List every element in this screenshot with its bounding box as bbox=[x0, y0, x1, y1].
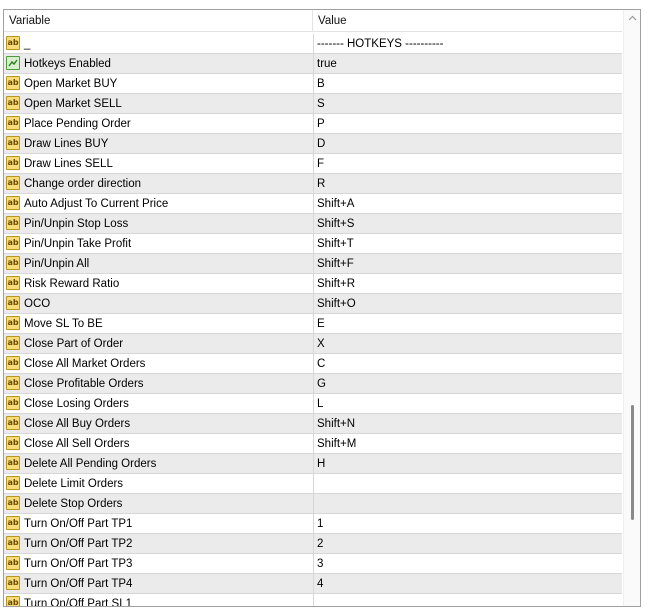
parameter-name: Risk Reward Ratio bbox=[24, 278, 120, 290]
string-param-icon: ab bbox=[6, 576, 20, 590]
parameter-value[interactable]: Shift+R bbox=[313, 274, 617, 293]
grid-header bbox=[4, 10, 622, 32]
parameter-value[interactable] bbox=[313, 594, 617, 607]
string-param-icon: ab bbox=[6, 556, 20, 570]
string-param-icon: ab bbox=[6, 76, 20, 90]
parameter-row[interactable] bbox=[4, 554, 622, 574]
vertical-scrollbar[interactable] bbox=[623, 10, 641, 606]
parameter-name: Turn On/Off Part SL1 bbox=[24, 598, 133, 607]
parameter-name: Auto Adjust To Current Price bbox=[24, 198, 169, 210]
parameter-name: Close Profitable Orders bbox=[24, 378, 144, 390]
scrollbar-thumb[interactable] bbox=[631, 405, 634, 520]
parameter-row[interactable] bbox=[4, 414, 622, 434]
parameter-name: Pin/Unpin Take Profit bbox=[24, 238, 132, 250]
parameter-value[interactable]: C bbox=[313, 354, 617, 373]
parameter-value[interactable]: 2 bbox=[313, 534, 617, 553]
parameter-name: Close All Market Orders bbox=[24, 358, 146, 370]
string-param-icon: ab bbox=[6, 36, 20, 50]
parameter-value[interactable]: ------- HOTKEYS ---------- bbox=[313, 34, 617, 53]
parameter-row[interactable] bbox=[4, 54, 622, 74]
parameter-name: Delete Stop Orders bbox=[24, 498, 123, 510]
parameter-value[interactable]: Shift+M bbox=[313, 434, 617, 453]
parameter-value[interactable]: Shift+S bbox=[313, 214, 617, 233]
string-param-icon: ab bbox=[6, 96, 20, 110]
parameter-value[interactable]: Shift+F bbox=[313, 254, 617, 273]
parameter-name: Pin/Unpin Stop Loss bbox=[24, 218, 129, 230]
string-param-icon: ab bbox=[6, 336, 20, 350]
parameter-value[interactable]: Shift+A bbox=[313, 194, 617, 213]
parameter-name: Open Market BUY bbox=[24, 78, 118, 90]
parameter-name: Delete All Pending Orders bbox=[24, 458, 157, 470]
parameter-value[interactable]: Shift+N bbox=[313, 414, 617, 433]
string-param-icon: ab bbox=[6, 536, 20, 550]
parameter-value[interactable]: 3 bbox=[313, 554, 617, 573]
string-param-icon: ab bbox=[6, 416, 20, 430]
parameter-value[interactable]: X bbox=[313, 334, 617, 353]
parameter-name: Pin/Unpin All bbox=[24, 258, 90, 270]
parameter-name: Change order direction bbox=[24, 178, 141, 190]
parameter-row[interactable] bbox=[4, 34, 622, 54]
parameter-row[interactable] bbox=[4, 474, 622, 494]
parameter-row[interactable] bbox=[4, 574, 622, 594]
parameter-value[interactable]: Shift+T bbox=[313, 234, 617, 253]
parameter-value[interactable]: D bbox=[313, 134, 617, 153]
string-param-icon: ab bbox=[6, 236, 20, 250]
string-param-icon: ab bbox=[6, 156, 20, 170]
parameter-row[interactable] bbox=[4, 94, 622, 114]
parameter-row[interactable] bbox=[4, 194, 622, 214]
parameter-name: Draw Lines SELL bbox=[24, 158, 113, 170]
string-param-icon: ab bbox=[6, 316, 20, 330]
string-param-icon: ab bbox=[6, 116, 20, 130]
column-divider[interactable] bbox=[312, 10, 313, 32]
parameter-row[interactable] bbox=[4, 434, 622, 454]
parameter-row[interactable] bbox=[4, 254, 622, 274]
parameter-row[interactable] bbox=[4, 394, 622, 414]
parameter-row[interactable] bbox=[4, 214, 622, 234]
parameter-row[interactable] bbox=[4, 294, 622, 314]
parameter-row[interactable] bbox=[4, 134, 622, 154]
parameter-row[interactable] bbox=[4, 154, 622, 174]
string-param-icon: ab bbox=[6, 516, 20, 530]
string-param-icon: ab bbox=[6, 136, 20, 150]
string-param-icon: ab bbox=[6, 596, 20, 607]
parameter-row[interactable] bbox=[4, 354, 622, 374]
parameter-value[interactable]: true bbox=[313, 54, 617, 73]
string-param-icon: ab bbox=[6, 256, 20, 270]
parameter-name: Turn On/Off Part TP2 bbox=[24, 538, 133, 550]
parameter-name: Close All Sell Orders bbox=[24, 438, 130, 450]
parameter-name: Place Pending Order bbox=[24, 118, 131, 130]
string-param-icon: ab bbox=[6, 456, 20, 470]
parameter-value[interactable]: P bbox=[313, 114, 617, 133]
parameter-row[interactable] bbox=[4, 374, 622, 394]
parameter-value[interactable]: 4 bbox=[313, 574, 617, 593]
parameters-grid bbox=[3, 9, 641, 607]
string-param-icon: ab bbox=[6, 296, 20, 310]
parameter-row[interactable] bbox=[4, 594, 622, 607]
parameter-name: Draw Lines BUY bbox=[24, 138, 109, 150]
parameter-row[interactable] bbox=[4, 334, 622, 354]
parameter-name: Move SL To BE bbox=[24, 318, 103, 330]
string-param-icon: ab bbox=[6, 396, 20, 410]
string-param-icon: ab bbox=[6, 496, 20, 510]
parameter-value[interactable] bbox=[313, 474, 617, 493]
parameter-row[interactable] bbox=[4, 514, 622, 534]
parameter-value[interactable]: E bbox=[313, 314, 617, 333]
parameter-row[interactable] bbox=[4, 234, 622, 254]
parameter-row[interactable] bbox=[4, 114, 622, 134]
parameter-row[interactable] bbox=[4, 314, 622, 334]
string-param-icon: ab bbox=[6, 376, 20, 390]
parameter-name: Turn On/Off Part TP1 bbox=[24, 518, 133, 530]
column-header-variable[interactable]: Variable bbox=[9, 15, 51, 27]
parameter-name: Delete Limit Orders bbox=[24, 478, 124, 490]
parameter-value[interactable] bbox=[313, 494, 617, 513]
parameter-value[interactable]: F bbox=[313, 154, 617, 173]
string-param-icon: ab bbox=[6, 216, 20, 230]
parameter-row[interactable] bbox=[4, 74, 622, 94]
parameter-name: Open Market SELL bbox=[24, 98, 122, 110]
parameter-name: Turn On/Off Part TP3 bbox=[24, 558, 133, 570]
parameter-value[interactable]: S bbox=[313, 94, 617, 113]
parameter-value[interactable]: G bbox=[313, 374, 617, 393]
parameter-name: Close Part of Order bbox=[24, 338, 124, 350]
bool-param-icon bbox=[6, 56, 20, 70]
parameter-row[interactable] bbox=[4, 174, 622, 194]
column-header-value[interactable]: Value bbox=[318, 15, 347, 27]
parameter-value[interactable]: R bbox=[313, 174, 617, 193]
parameter-name: Turn On/Off Part TP4 bbox=[24, 578, 133, 590]
parameter-name: Close All Buy Orders bbox=[24, 418, 131, 430]
parameter-name: OCO bbox=[24, 298, 51, 310]
string-param-icon: ab bbox=[6, 436, 20, 450]
parameter-value[interactable]: 1 bbox=[313, 514, 617, 533]
parameter-value[interactable]: Shift+O bbox=[313, 294, 617, 313]
scroll-up-arrow-icon[interactable] bbox=[628, 14, 637, 23]
parameter-value[interactable]: B bbox=[313, 74, 617, 93]
string-param-icon: ab bbox=[6, 476, 20, 490]
parameter-name: _ bbox=[24, 38, 31, 50]
parameter-name: Hotkeys Enabled bbox=[24, 58, 111, 70]
string-param-icon: ab bbox=[6, 196, 20, 210]
string-param-icon: ab bbox=[6, 276, 20, 290]
parameter-value[interactable]: H bbox=[313, 454, 617, 473]
parameter-row[interactable] bbox=[4, 534, 622, 554]
string-param-icon: ab bbox=[6, 176, 20, 190]
parameter-row[interactable] bbox=[4, 454, 622, 474]
string-param-icon: ab bbox=[6, 356, 20, 370]
parameter-name: Close Losing Orders bbox=[24, 398, 129, 410]
parameter-row[interactable] bbox=[4, 494, 622, 514]
parameter-row[interactable] bbox=[4, 274, 622, 294]
parameter-value[interactable]: L bbox=[313, 394, 617, 413]
parameter-rows bbox=[4, 34, 622, 607]
